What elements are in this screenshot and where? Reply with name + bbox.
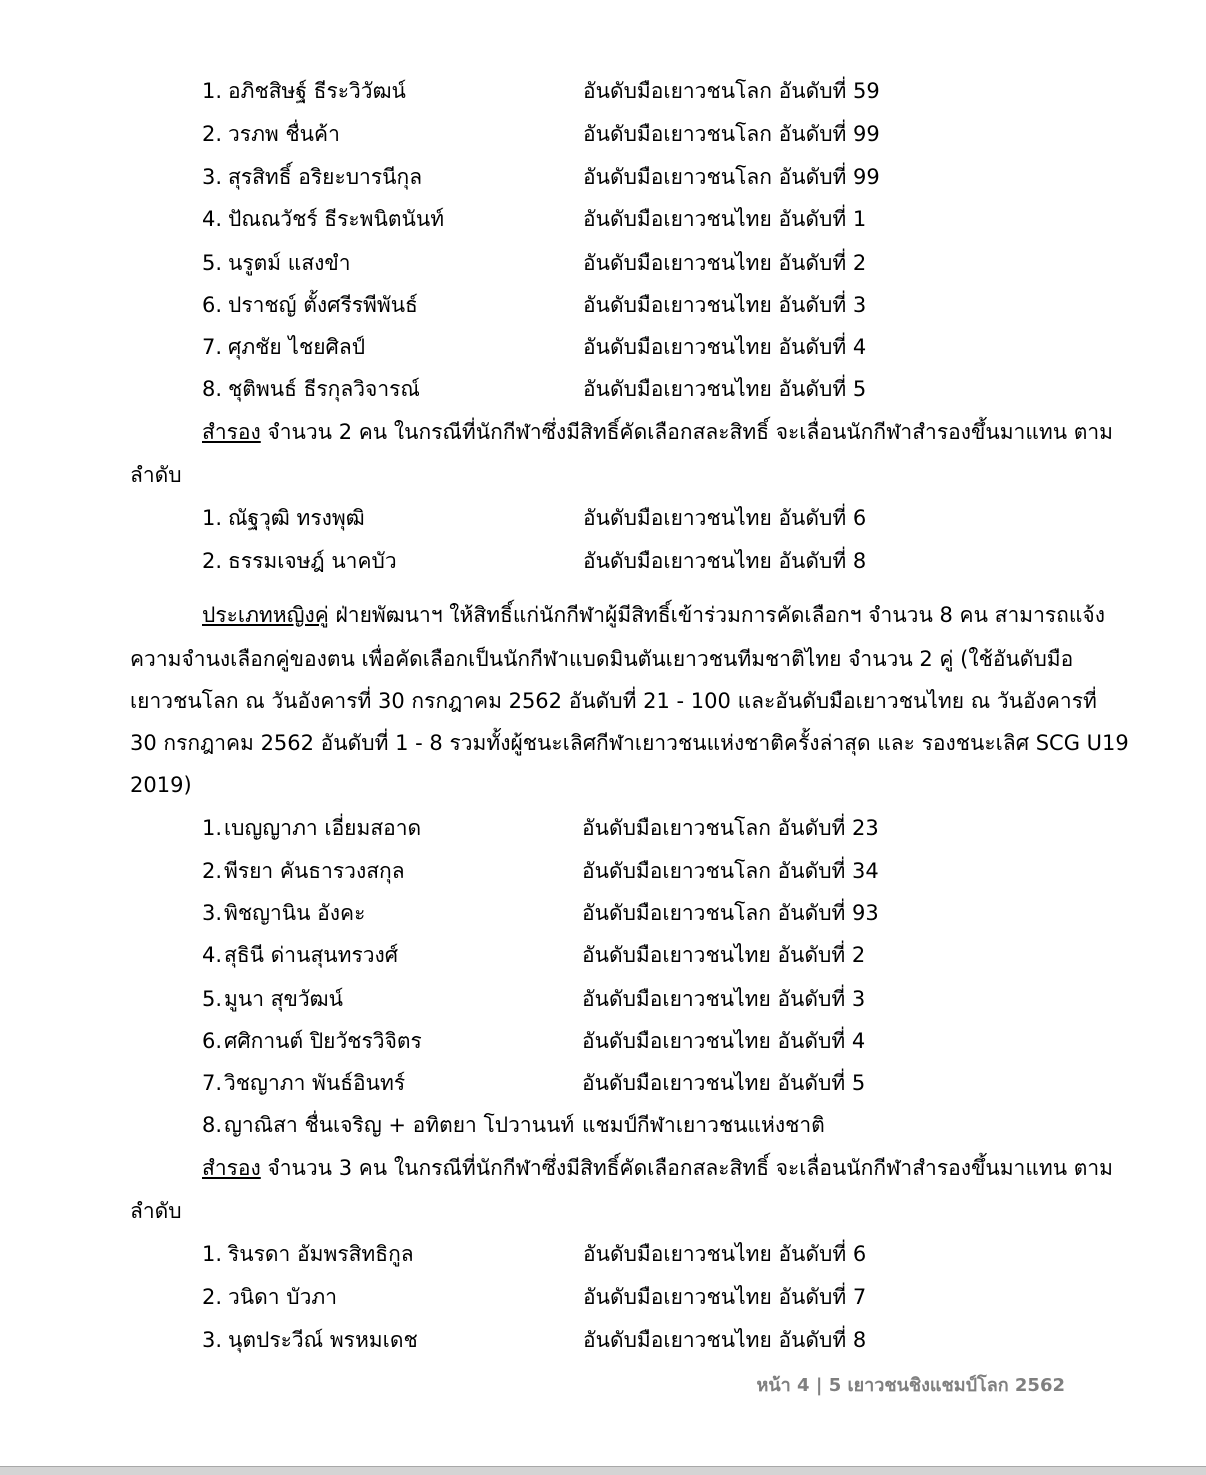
item-number: 1. [202,79,223,103]
player-rank: แชมป์กีฬาเยาวชนแห่งชาติ [582,1113,825,1137]
paragraph-line: 30 กรกฎาคม 2562 อันดับที่ 1 - 8 รวมทั้งผู้ชนะเลิศกีฬาเยาวชนแห่งชาติครั้งล่าสุด และ รองชนะเลิศ SCG U19 [130,731,1129,755]
item-number: 8. [202,1113,223,1137]
player-rank: อันดับมือเยาวชนไทย อันดับที่ 8 [583,1328,867,1352]
item-number: 5. [202,251,223,275]
player-rank: อันดับมือเยาวชนไทย อันดับที่ 6 [583,506,867,530]
reserve-label: สำรอง [202,1156,261,1180]
paragraph-text: ฝ่ายพัฒนาฯ ให้สิทธิ์แก่นักกีฬาผู้มีสิทธิ์เข้าร่วมการคัดเลือกฯ จำนวน 8 คน สามารถแจ้ง [328,603,1105,627]
player-rank: อันดับมือเยาวชนไทย อันดับที่ 3 [582,987,866,1011]
player-name: สุรสิทธิ์ อริยะบารนีกุล [228,165,423,189]
player-name: มูนา สุขวัฒน์ [224,987,343,1011]
player-rank: อันดับมือเยาวชนไทย อันดับที่ 4 [582,1029,866,1053]
reserve-text: จำนวน 2 คน ในกรณีที่นักกีฬาซึ่งมีสิทธิ์คัดเลือกสละสิทธิ์ จะเลื่อนนักกีฬาสำรองขึ้นมาแทน ตาม [260,420,1114,444]
item-number: 2. [202,122,223,146]
player-rank: อันดับมือเยาวชนไทย อันดับที่ 3 [583,293,867,317]
player-rank: อันดับมือเยาวชนไทย อันดับที่ 7 [583,1285,867,1309]
player-name: วิชญาภา พันธ์อินทร์ [224,1071,406,1095]
player-rank: อันดับมือเยาวชนโลก อันดับที่ 23 [582,816,879,840]
item-number: 1. [202,1242,223,1266]
item-number: 4. [202,207,223,231]
player-name: เบญญาภา เอี่ยมสอาด [224,816,422,840]
paragraph-line: เยาวชนโลก ณ วันอังคารที่ 30 กรกฎาคม 2562 อันดับที่ 21 - 100 และอันดับมือเยาวชนไทย ณ วันอังคารที่ [130,689,1097,713]
item-number: 4. [202,943,223,967]
player-name: วรภพ ชื่นค้า [228,122,340,146]
player-name: รินรดา อัมพรสิทธิกูล [228,1242,414,1266]
player-rank: อันดับมือเยาวชนโลก อันดับที่ 93 [582,901,879,925]
player-name: ศุภชัย ไชยศิลป์ [228,335,366,359]
paragraph-line: ความจำนงเลือกคู่ของตน เพื่อคัดเลือกเป็นนักกีฬาแบดมินตันเยาวชนทีมชาติไทย จำนวน 2 คู่ (ใช้อันดับมือ [130,647,1074,671]
item-number: 2. [202,1285,223,1309]
player-name: ญาณิสา ชื่นเจริญ + อทิตยา โปวานนท์ [224,1113,575,1137]
reserve-paragraph [202,417,1114,447]
player-rank: อันดับมือเยาวชนไทย อันดับที่ 4 [583,335,867,359]
player-name: ชุติพนธ์ ธีรกุลวิจารณ์ [228,377,420,401]
item-number: 2. [202,859,223,883]
player-rank: อันดับมือเยาวชนโลก อันดับที่ 99 [583,165,880,189]
item-number: 6. [202,293,223,317]
player-rank: อันดับมือเยาวชนโลก อันดับที่ 99 [583,122,880,146]
item-number: 1. [202,506,223,530]
item-number: 3. [202,901,223,925]
item-number: 7. [202,1071,223,1095]
player-name: นุตประวีณ์ พรหมเดช [228,1328,418,1352]
player-name: ณัฐวุฒิ ทรงพุฒิ [228,506,365,530]
section-paragraph [202,600,1105,630]
reserve-label: สำรอง [202,420,261,444]
item-number: 8. [202,377,223,401]
page-footer: หน้า 4 | 5 เยาวชนชิงแชมป์โลก 2562 [756,1375,1065,1396]
player-rank: อันดับมือเยาวชนไทย อันดับที่ 5 [582,1071,866,1095]
reserve-text: จำนวน 3 คน ในกรณีที่นักกีฬาซึ่งมีสิทธิ์คัดเลือกสละสิทธิ์ จะเลื่อนนักกีฬาสำรองขึ้นมาแทน ตาม [260,1156,1114,1180]
player-name: ปัณณวัชร์ ธีระพนิตนันท์ [228,207,445,231]
player-rank: อันดับมือเยาวชนไทย อันดับที่ 1 [583,207,867,231]
player-name: ธรรมเจษฎ์ นาคบัว [228,549,397,573]
player-rank: อันดับมือเยาวชนไทย อันดับที่ 2 [583,251,867,275]
player-rank: อันดับมือเยาวชนโลก อันดับที่ 34 [582,859,879,883]
player-name: ศศิกานต์ ปิยวัชรวิจิตร [224,1029,422,1053]
player-name: สุธินี ด่านสุนทรวงศ์ [224,943,399,967]
player-rank: อันดับมือเยาวชนไทย อันดับที่ 6 [583,1242,867,1266]
section-heading: ประเภทหญิงคู่ [202,603,329,627]
item-number: 6. [202,1029,223,1053]
item-number: 7. [202,335,223,359]
player-name: อภิชสิษฐ์ ธีระวิวัฒน์ [228,79,406,103]
player-name: วนิดา บัวภา [228,1285,338,1309]
item-number: 3. [202,1328,223,1352]
paragraph-line: 2019) [130,773,192,797]
player-name: นรูตม์ แสงขำ [228,251,351,275]
player-name: พีรยา คันธารวงสกุล [224,859,405,883]
reserve-paragraph [202,1153,1114,1183]
item-number: 2. [202,549,223,573]
reserve-paragraph-cont: ลำดับ [130,463,182,487]
item-number: 5. [202,987,223,1011]
player-rank: อันดับมือเยาวชนไทย อันดับที่ 5 [583,377,867,401]
player-rank: อันดับมือเยาวชนไทย อันดับที่ 8 [583,549,867,573]
player-rank: อันดับมือเยาวชนไทย อันดับที่ 2 [582,943,866,967]
player-name: พิชญานิน อังคะ [224,901,366,925]
reserve-paragraph-cont: ลำดับ [130,1199,182,1223]
player-rank: อันดับมือเยาวชนโลก อันดับที่ 59 [583,79,880,103]
item-number: 1. [202,816,223,840]
player-name: ปราชญ์ ตั้งศรีรพีพันธ์ [228,293,418,317]
item-number: 3. [202,165,223,189]
